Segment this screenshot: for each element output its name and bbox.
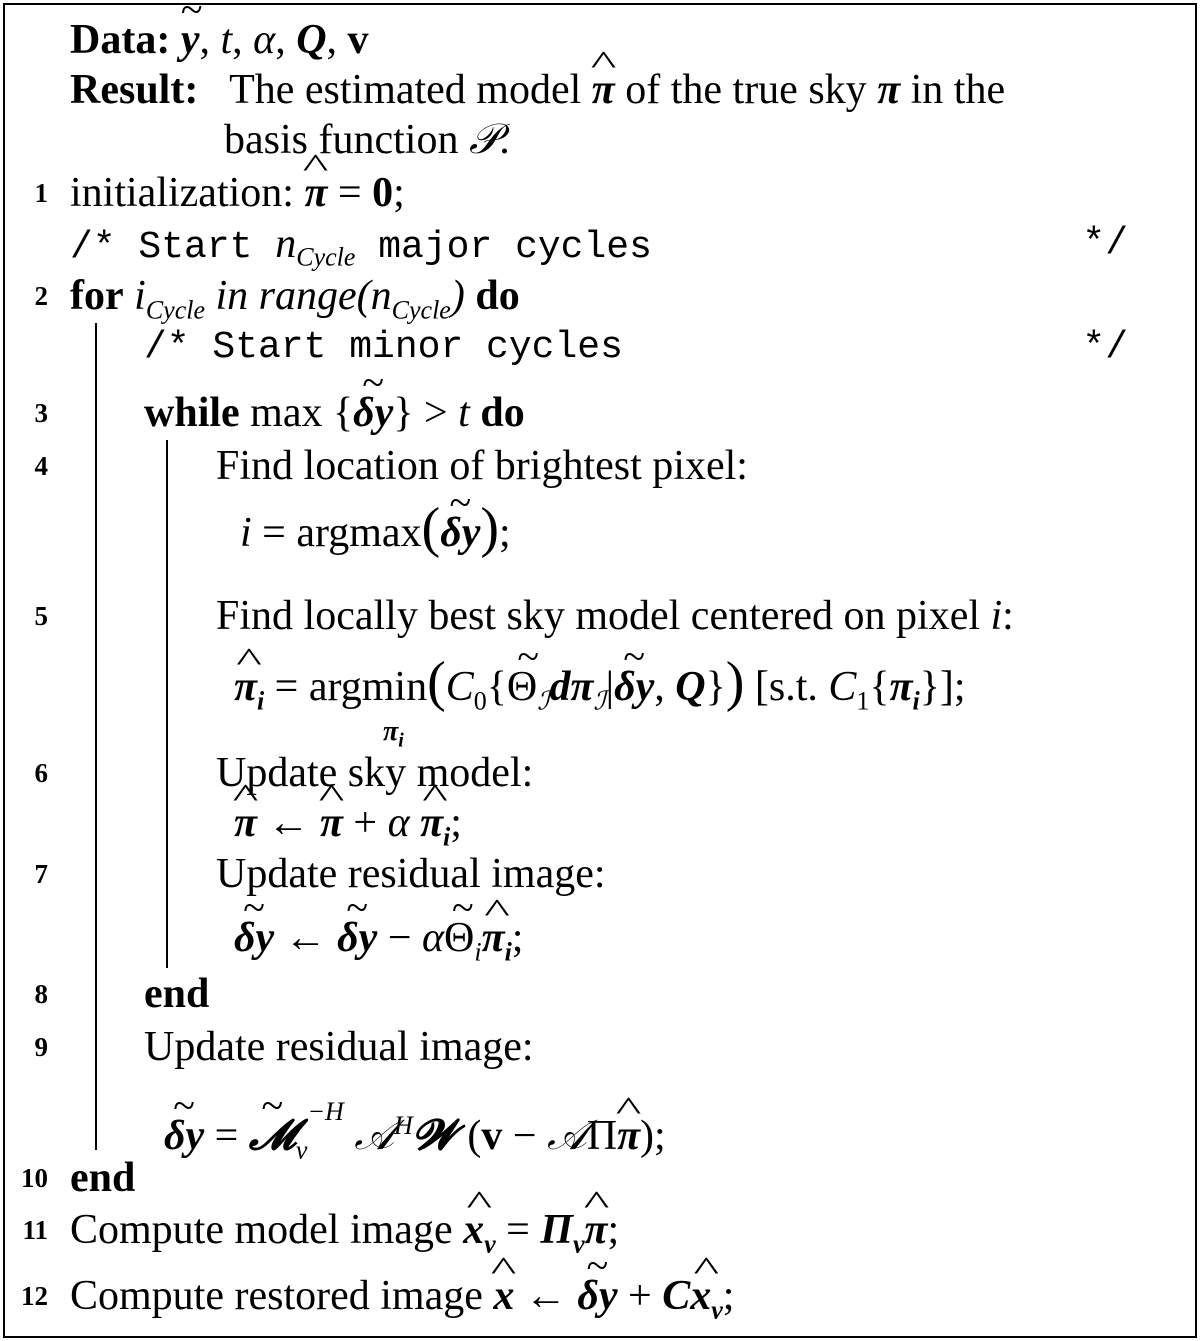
step-2-text: for $i_{Cycle}$ in $range(n_{Cycle})$ do: [70, 273, 520, 325]
line-number: 9: [34, 1032, 48, 1062]
step-2: [0, 268, 1200, 324]
result-text: The estimated model ^ π of the true sky π in the: [209, 67, 1005, 113]
step-7-equation: ~ δy ← ~ δy − α~ $\Theta_i\^{}$ $\pi_i$;: [0, 910, 1200, 966]
comment-major-text: /* Start $n_{Cycle}$ major cycles: [70, 221, 652, 272]
data-label: Data:: [70, 17, 171, 63]
argmin-subscript: $\pi_i$: [383, 716, 404, 752]
step-9-equation: ~ δy = ~ 𝓜$_\nu^{-H}$ 𝒜$^H$𝓦 (v − 𝒜Π^ π);: [0, 1098, 1200, 1154]
comment-end: */: [1082, 326, 1128, 369]
step-1: [0, 165, 1200, 221]
line-number: 11: [22, 1215, 48, 1245]
step-3: [0, 385, 1200, 441]
result-line: [0, 62, 1200, 118]
step-5: [0, 588, 1200, 644]
line-number: 8: [34, 979, 48, 1009]
step-1-text: initialization: ^ π = 0;: [70, 165, 405, 221]
line-number: 5: [34, 601, 48, 631]
step-9: [0, 1019, 1200, 1075]
result-text-2: basis function 𝒫.: [224, 117, 510, 163]
line-number: 3: [34, 398, 48, 428]
step-4: [0, 438, 1200, 494]
comment-minor-text: /* Start minor cycles: [144, 326, 623, 369]
step-8: [0, 966, 1200, 1022]
line-number: 4: [34, 451, 48, 481]
step-5-text: Find locally best sky model centered on pixel i:: [216, 593, 1014, 639]
step-6-text: Update sky model:: [216, 750, 534, 796]
end-for: end: [70, 1155, 136, 1201]
step-7-text: Update residual image:: [216, 851, 606, 897]
line-number: 1: [34, 178, 48, 208]
comment-major-cycles: [0, 216, 1200, 272]
step-9-text: Update residual image:: [144, 1024, 534, 1070]
line-number: 7: [34, 859, 48, 889]
step-5-equation: ^ $\pi_i$ = $argmin(C_0\{\sim$ $\Theta_ℐd\pi_ℐ|\sim$ δy, Q}) [s.t. $C_1\{\pi_i\}$]; $\pi_i$: [0, 654, 1200, 710]
data-vars: ~ y, t, α, Q, v: [181, 17, 369, 63]
line-number: 12: [21, 1281, 48, 1311]
line-number: 10: [21, 1163, 48, 1193]
result-label: Result:: [70, 67, 199, 113]
step-7: [0, 846, 1200, 902]
step-4-equation: i = argmax(~ δy);: [0, 500, 1200, 556]
step-6: [0, 745, 1200, 801]
line-number: 2: [34, 281, 48, 311]
end-while: end: [144, 971, 210, 1017]
step-3-text: while max {~ δy} > t do: [144, 385, 525, 441]
step-4-text: Find location of brightest pixel:: [216, 443, 748, 489]
step-12: [0, 1268, 1200, 1324]
comment-end: */: [1082, 222, 1128, 265]
line-number: 6: [34, 758, 48, 788]
result-line-2: [0, 112, 1200, 168]
comment-minor-cycles: [0, 320, 1200, 376]
step-6-equation: ^ π ← ^ π + α ^ $\pi_i$;: [0, 795, 1200, 851]
step-11-text: Compute model image ^ $x_\nu$ = $\Pi_\nu\^{}$ π;: [70, 1202, 619, 1272]
step-12-text: Compute restored image ^ x ← ~ δy + C^ $x_\nu$;: [70, 1268, 734, 1338]
